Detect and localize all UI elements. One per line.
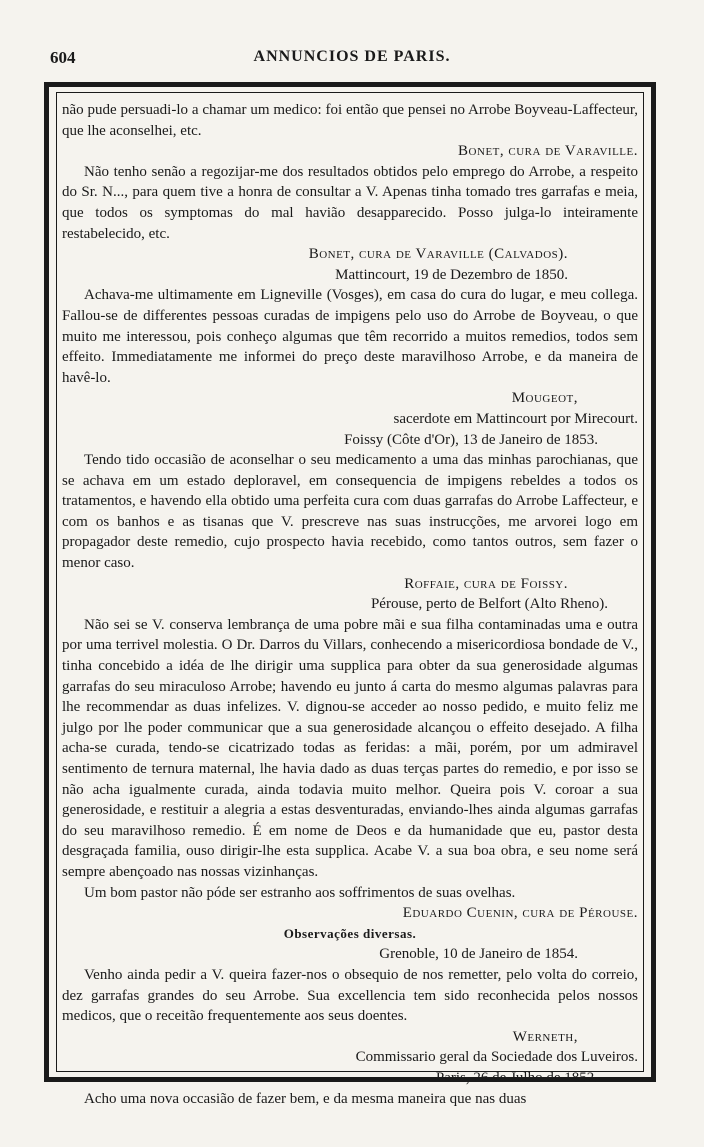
signature: Bonet, cura de Varaville.	[458, 143, 638, 160]
section-title: Observações diversas.	[283, 925, 417, 941]
signature-title: Commissario geral da Sociedade dos Luveiros.	[355, 1049, 638, 1066]
paragraph: Achava-me ultimamente em Ligneville (Vosges), em casa do cura do lugar, e meu collega. Fallou-se de differentes pessoas curadas de impigens pelo uso do Arrobe de Boyveau, o que muito me interessou, pois conheço algumas que têm recorrido a muitos remedios, todos sem effeito. Immediatamente me informei do preço deste maravilhoso Arrobe, e da maneira de havê-lo.	[62, 287, 638, 386]
dateline: Grenoble, 10 de Janeiro de 1854.	[379, 946, 578, 963]
paragraph: Não sei se V. conserva lembrança de uma pobre mãi e sua filha contaminadas uma e outra por uma terrivel molestia. O Dr. Darros du Villars, conhecendo a misericordiosa bondade de V., tinha concebido a idéa de lhe dirigir uma supplica para obter da sua generosidade algumas garrafas do seu miraculoso Arrobe; havendo eu junto á carta do mesmo algumas palavras para lhe recommendar as duas infelizes. V. dignou-se acceder ao nosso pedido, e muito feliz me julgo por lhe poder communicar que a sua generosidade alcançou o effeito desejado. A filha acha-se curada, tendo-se cicatrizado todas as feridas: a mãi, porém, por um admiravel sentimento de ternura maternal, lhe havia dado as duas terças partes do remedio, e por isso se não acha igualmente curada, ainda todavia muito melhor. Queira pois V. coroar a sua generosidade, e restituir a alegria a estas desventuradas, enviando-lhes ainda algumas garrafas do seu maravilhoso remedio. É em nome de Deos e da humanidade que eu, pastor desta desgraçada familia, ouso dirigir-lhe esta supplica. Acabe V. a sua boa obra, e seu nome será sempre abençoado nas nossas vizinhanças.	[62, 616, 638, 880]
page-body	[62, 100, 638, 1109]
dateline: Mattincourt, 19 de Dezembro de 1850.	[335, 266, 568, 283]
paragraph: Um bom pastor não póde ser estranho aos soffrimentos de suas ovelhas.	[84, 884, 516, 901]
running-head-title: ANNUNCIOS DE PARIS.	[253, 48, 451, 65]
paragraph: não pude persuadi-lo a chamar um medico: foi então que pensei no Arrobe Boyveau-Laffecteur, que lhe aconselhei, etc.	[62, 102, 638, 139]
signature: Eduardo Cuenin, cura de Pérouse.	[402, 905, 638, 922]
paragraph: Acho uma nova occasião de fazer bem, e da mesma maneira que nas duas	[84, 1090, 527, 1107]
paragraph: Tendo tido occasião de aconselhar o seu medicamento a uma das minhas parochianas, que se achava em um estado deploravel, em consequencia de impigens rebeldes a todos os tratamentos, e havendo ella obtido uma perfeita cura com duas garrafas do Arrobe Laffecteur, e com os banhos e as tisanas que V. prescreve nas suas instrucções, me arvorei logo em propagador deste remedio, cujo prospecto havia recebido, como tantos outros, sem fazer o menor caso.	[62, 452, 638, 572]
signature: Bonet, cura de Varaville (Calvados).	[308, 246, 568, 263]
page-header	[50, 42, 654, 76]
signature: Roffaie, cura de Foissy.	[404, 575, 568, 592]
signature-title: sacerdote em Mattincourt por Mirecourt.	[393, 410, 638, 427]
dateline: Foissy (Côte d'Or), 13 de Janeiro de 1853.	[344, 431, 598, 448]
dateline: Pérouse, perto de Belfort (Alto Rheno).	[370, 596, 608, 613]
dateline: Paris, 26 de Julho de 1852.	[435, 1069, 598, 1086]
page-number: 604	[50, 48, 76, 67]
paragraph: Não tenho senão a regozijar-me dos resultados obtidos pelo emprego do Arrobe, a respeito do Sr. N..., para quem tive a honra de consultar a V. Apenas tinha tomado tres garrafas e meia, que todos os symptomas do mal havião desapparecido. Posso julga-lo inteiramente restabelecido, etc.	[62, 163, 638, 242]
signature: Mougeot,	[511, 390, 578, 407]
paragraph: Venho ainda pedir a V. queira fazer-nos o obsequio de nos remetter, pelo volta do correio, dez garrafas grandes do seu Arrobe. Sua excellencia tem sido reconhecida pelos nossos medicos, que o receitão frequentemente aos seus doentes.	[62, 966, 638, 1025]
signature: Werneth,	[512, 1028, 578, 1045]
